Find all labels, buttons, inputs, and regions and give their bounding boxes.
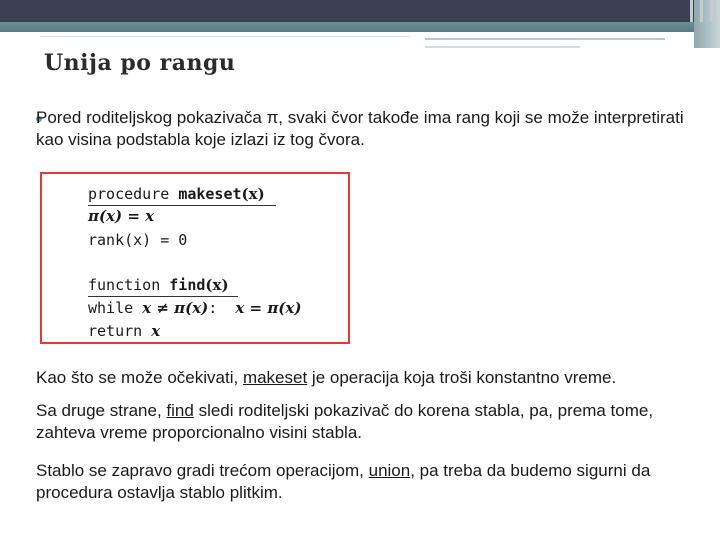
slide-title: Unija po rangu (44, 50, 236, 76)
code-line-function (88, 276, 229, 294)
code-line-rank-assign: rank(x) = 0 (88, 231, 188, 249)
code-name: find (169, 276, 206, 294)
code-arg: (x) (205, 276, 229, 294)
code-line-while (88, 299, 301, 317)
term-makeset: makeset (242, 368, 308, 387)
code-name: makeset (178, 185, 242, 203)
union-paragraph (36, 460, 686, 504)
paragraph-text: , pa treba da budemo sigurni da procedura ostavlja stablo plitkim. (36, 461, 651, 502)
makeset-paragraph (36, 367, 686, 389)
header-divider (710, 0, 713, 22)
decorative-rule (425, 38, 665, 40)
header-strip (0, 22, 720, 32)
header-divider (690, 0, 693, 22)
code-return-value: x (151, 322, 161, 340)
code-underline (88, 296, 238, 297)
header-corner-decoration (694, 0, 720, 48)
header-divider (700, 0, 703, 22)
code-line-return (88, 322, 160, 340)
code-keyword: procedure (88, 185, 179, 203)
find-paragraph (36, 400, 686, 444)
code-keyword: return (88, 322, 152, 340)
code-line-parent-assign: π(x) = x (88, 207, 155, 225)
paragraph-text: Stablo se zapravo gradi trećom operacijom, (36, 461, 369, 480)
decorative-rule (40, 36, 410, 37)
code-condition: x ≠ π(x) (142, 299, 209, 317)
term-union: union (368, 461, 411, 480)
code-keyword: while (88, 299, 143, 317)
term-find: find (166, 401, 194, 420)
paragraph-text: sledi roditeljski pokazivač do korena stabla, pa, prema tome, zahteva vreme proporcionalno visini stabla. (36, 401, 654, 442)
code-underline (88, 205, 276, 206)
code-line-procedure (88, 185, 265, 203)
decorative-rule (425, 46, 580, 48)
code-arg: (x) (241, 185, 265, 203)
intro-paragraph: Pored roditeljskog pokazivača π, svaki čvor takođe ima rang koji se može interpretirati kao visina podstabla koje izlazi iz tog čvora. (36, 108, 684, 149)
code-body: x = π(x) (235, 299, 302, 317)
paragraph-text: Kao što se može očekivati, (36, 368, 243, 387)
paragraph-text: je operacija koja troši konstantno vreme. (307, 368, 617, 387)
code-keyword: function (88, 276, 170, 294)
code-separator: : (208, 299, 236, 317)
header-bar (0, 0, 720, 22)
paragraph-text: Sa druge strane, (36, 401, 167, 420)
